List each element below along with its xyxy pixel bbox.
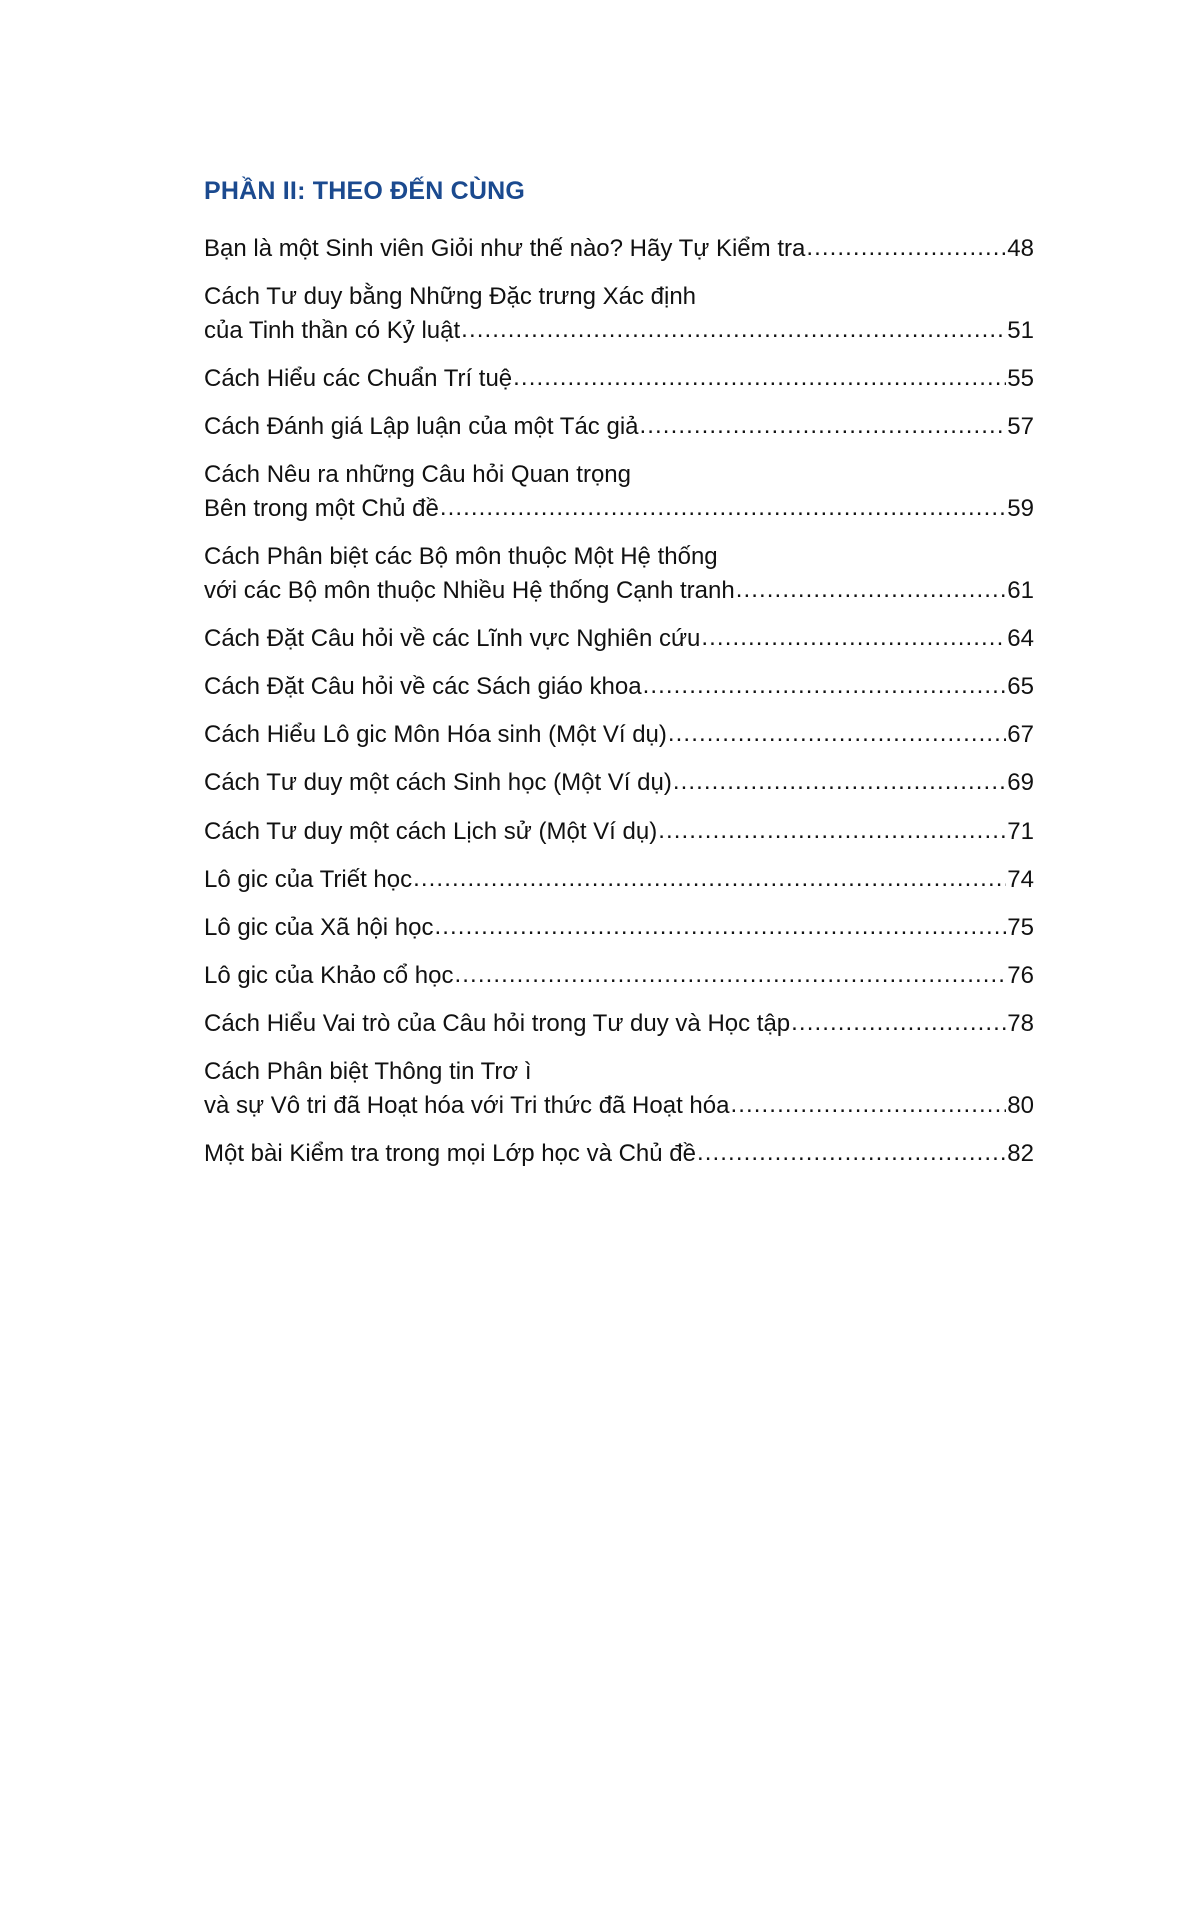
dot-leader	[701, 621, 1006, 655]
dot-leader	[697, 1136, 1006, 1170]
toc-page-number: 76	[1007, 961, 1034, 989]
toc-entry-title: Bên trong một Chủ đề	[204, 494, 439, 522]
toc-entry-line	[204, 540, 1034, 574]
toc-page-number: 64	[1007, 625, 1034, 653]
toc-entry-line	[204, 458, 1034, 492]
dot-leader	[435, 910, 1007, 944]
dot-leader	[413, 862, 1006, 896]
toc-entry-line-final	[204, 670, 1034, 704]
toc-entry-line-final	[204, 959, 1034, 993]
toc-entry-line	[204, 1055, 1034, 1089]
dot-leader	[668, 717, 1006, 751]
toc-entry-line-final	[204, 574, 1034, 608]
dot-leader	[673, 765, 1006, 799]
dot-leader	[643, 669, 1007, 703]
toc-entry-title: Lô gic của Triết học	[204, 865, 413, 893]
toc-entry[interactable]	[204, 1137, 1034, 1171]
toc-entry-title: Cách Đặt Câu hỏi về các Lĩnh vực Nghiên cứu	[204, 625, 701, 653]
toc-entry[interactable]	[204, 718, 1034, 752]
toc-entry-title: Cách Tư duy bằng Những Đặc trưng Xác định	[204, 282, 697, 310]
toc-entry-title: Cách Hiểu Vai trò của Câu hỏi trong Tư duy và Học tập	[204, 1009, 791, 1037]
dot-leader	[730, 1088, 1006, 1122]
toc-entry-line-final	[204, 718, 1034, 752]
toc-entry[interactable]	[204, 622, 1034, 656]
toc-page-number: 51	[1007, 316, 1034, 344]
toc-entry[interactable]	[204, 863, 1034, 897]
toc-entry-list	[204, 232, 1034, 1172]
dot-leader	[806, 231, 1006, 265]
dot-leader	[791, 1006, 1006, 1040]
toc-entry-title: Bạn là một Sinh viên Giỏi như thế nào? Hãy Tự Kiểm tra	[204, 234, 806, 262]
toc-page-number: 65	[1007, 673, 1034, 701]
toc-page-number: 82	[1007, 1140, 1034, 1168]
dot-leader	[440, 491, 1006, 525]
toc-page-number: 48	[1007, 234, 1034, 262]
toc-entry-line	[204, 280, 1034, 314]
dot-leader	[461, 313, 1006, 347]
toc-entry-line-final	[204, 232, 1034, 266]
dot-leader	[658, 814, 1006, 848]
toc-entry-title: của Tinh thần có Kỷ luật	[204, 316, 461, 344]
toc-entry-title: Cách Tư duy một cách Sinh học (Một Ví dụ)	[204, 769, 672, 797]
toc-entry-line-final	[204, 766, 1034, 800]
toc-entry-title: Cách Hiểu Lô gic Môn Hóa sinh (Một Ví dụ)	[204, 721, 667, 749]
toc-entry[interactable]	[204, 232, 1034, 266]
toc-entry-title: Cách Nêu ra những Câu hỏi Quan trọng	[204, 460, 631, 488]
toc-entry-title: và sự Vô tri đã Hoạt hóa với Tri thức đã Hoạt hóa	[204, 1091, 730, 1119]
toc-entry-line-final	[204, 863, 1034, 897]
toc-entry[interactable]	[204, 458, 1034, 526]
toc-entry[interactable]	[204, 1007, 1034, 1041]
toc-entry-title: Cách Đặt Câu hỏi về các Sách giáo khoa	[204, 673, 642, 701]
toc-entry[interactable]	[204, 911, 1034, 945]
toc-entry-title: Cách Phân biệt Thông tin Trơ ì	[204, 1057, 532, 1085]
toc-page-number: 69	[1007, 769, 1034, 797]
toc-page-number: 78	[1007, 1009, 1034, 1037]
toc-entry-title: Lô gic của Xã hội học	[204, 913, 434, 941]
dot-leader	[736, 573, 1007, 607]
toc-page-number: 59	[1007, 494, 1034, 522]
toc-content-block	[204, 178, 1034, 1185]
toc-entry-title: Cách Tư duy một cách Lịch sử (Một Ví dụ)	[204, 817, 658, 845]
toc-entry-line-final	[204, 410, 1034, 444]
toc-page-number: 80	[1007, 1091, 1034, 1119]
toc-entry-line-final	[204, 911, 1034, 945]
toc-entry-line-final	[204, 492, 1034, 526]
toc-entry[interactable]	[204, 1055, 1034, 1123]
toc-page-number: 55	[1007, 364, 1034, 392]
toc-entry-line-final	[204, 1007, 1034, 1041]
dot-leader	[455, 958, 1007, 992]
toc-entry-line-final	[204, 815, 1034, 849]
toc-entry-title: Cách Hiểu các Chuẩn Trí tuệ	[204, 364, 513, 392]
toc-entry-line-final	[204, 362, 1034, 396]
toc-page-number: 74	[1007, 865, 1034, 893]
toc-entry-line-final	[204, 1137, 1034, 1171]
toc-entry-line-final	[204, 1089, 1034, 1123]
toc-page-number: 57	[1007, 412, 1034, 440]
toc-entry[interactable]	[204, 280, 1034, 348]
toc-entry-title: Cách Đánh giá Lập luận của một Tác giả	[204, 412, 639, 440]
toc-entry[interactable]	[204, 410, 1034, 444]
toc-entry[interactable]	[204, 670, 1034, 704]
toc-entry-title: với các Bộ môn thuộc Nhiều Hệ thống Cạnh tranh	[204, 577, 735, 605]
toc-entry[interactable]	[204, 362, 1034, 396]
toc-page-number: 67	[1007, 721, 1034, 749]
part-heading: PHẦN II: THEO ĐẾN CÙNG	[204, 177, 526, 205]
toc-entry[interactable]	[204, 959, 1034, 993]
dot-leader	[640, 409, 1007, 443]
toc-page-number: 61	[1007, 577, 1034, 605]
toc-entry-title: Cách Phân biệt các Bộ môn thuộc Một Hệ thống	[204, 543, 718, 571]
toc-entry[interactable]	[204, 766, 1034, 800]
toc-page-number: 71	[1007, 817, 1034, 845]
dot-leader	[513, 361, 1006, 395]
toc-entry[interactable]	[204, 540, 1034, 608]
toc-entry-title: Lô gic của Khảo cổ học	[204, 961, 454, 989]
toc-entry[interactable]	[204, 815, 1034, 849]
toc-entry-line-final	[204, 314, 1034, 348]
toc-page-number: 75	[1007, 913, 1034, 941]
toc-entry-title: Một bài Kiểm tra trong mọi Lớp học và Chủ đề	[204, 1140, 696, 1168]
toc-entry-line-final	[204, 622, 1034, 656]
